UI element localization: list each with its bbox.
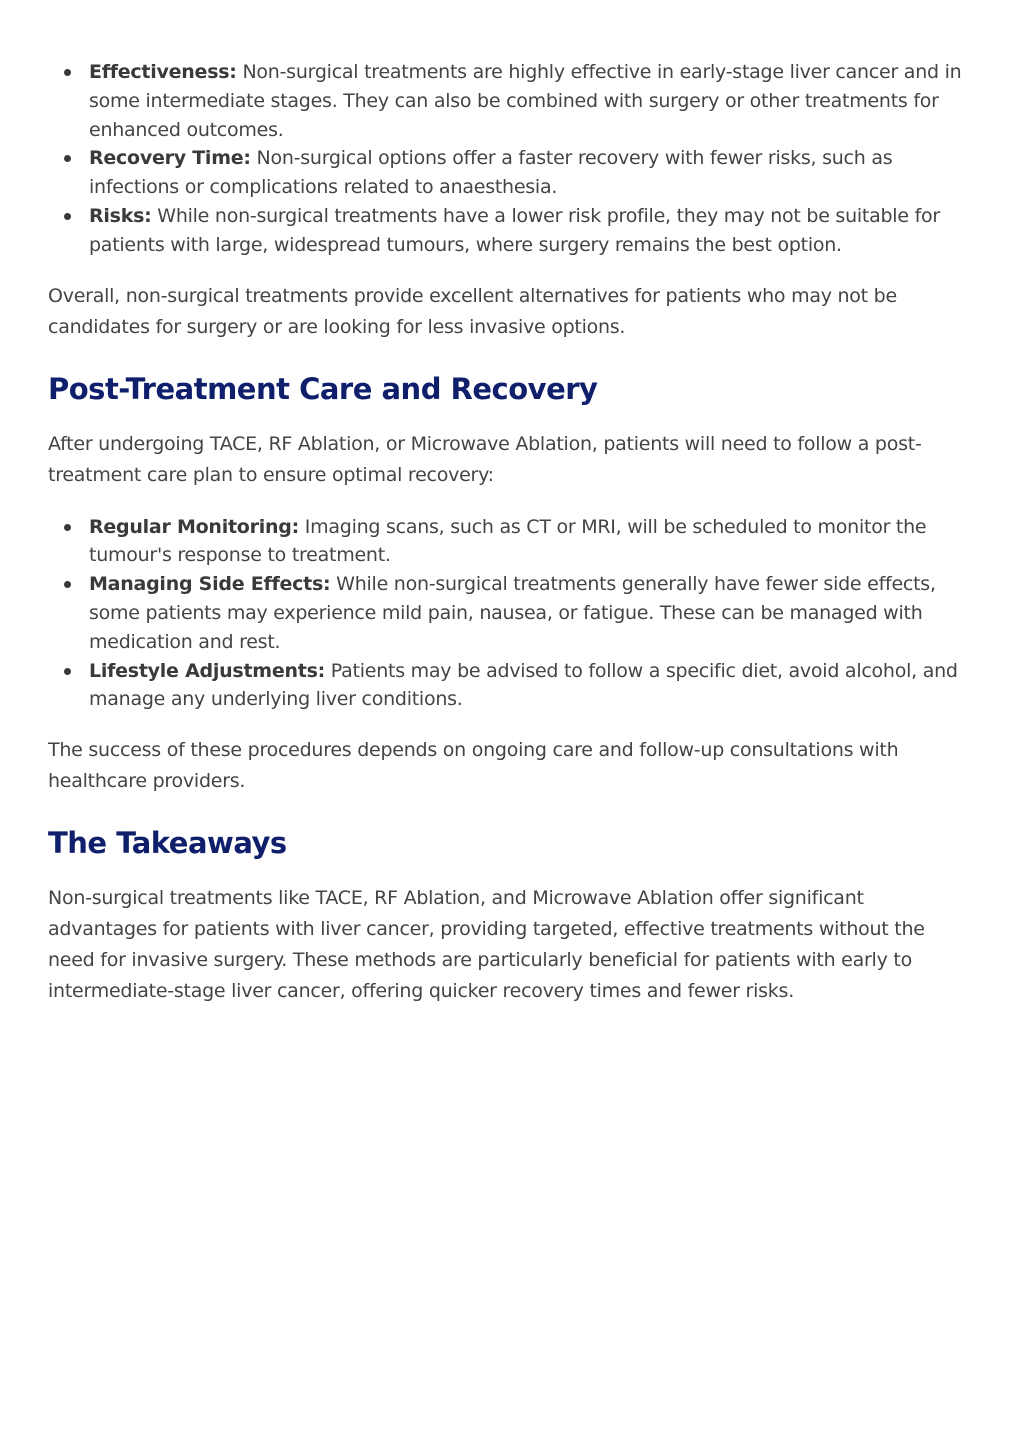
comparison-bullet-list: [48, 58, 976, 260]
bullet-term: Lifestyle Adjustments:: [89, 659, 325, 682]
post-treatment-intro-paragraph: After undergoing TACE, RF Ablation, or Microwave Ablation, patients will need to follow a post-treatment care plan to ensure optimal recovery:: [48, 432, 922, 486]
list-item-effectiveness: [48, 58, 976, 144]
bullet-icon: [64, 155, 71, 162]
bullet-text: Imaging scans, such as CT or MRI, will be scheduled to monitor the tumour's response to treatment.: [89, 515, 927, 567]
bullet-term: Recovery Time:: [89, 147, 251, 170]
list-item-risks: [48, 202, 976, 260]
takeaways-paragraph: Non-surgical treatments like TACE, RF Ablation, and Microwave Ablation offer significant advantages for patients with liver cancer, providing targeted, effective treatments without the need for invasive surgery. These methods are particularly beneficial for patients with early to intermediate-stage liver cancer, offering quicker recovery times and fewer risks.: [48, 887, 925, 1003]
bullet-icon: [64, 524, 71, 531]
bullet-icon: [64, 213, 71, 220]
list-item-lifestyle-adjustments: [48, 657, 976, 715]
bullet-text: Non-surgical options offer a faster recovery with fewer risks, such as infections or complications related to anaesthesia.: [89, 147, 893, 199]
overall-summary-paragraph: Overall, non-surgical treatments provide excellent alternatives for patients who may not be candidates for surgery or are looking for less invasive options.: [48, 284, 897, 338]
bullet-term: Risks:: [89, 204, 152, 227]
list-item-recovery-time: [48, 144, 976, 202]
list-item-managing-side-effects: [48, 570, 976, 656]
bullet-icon: [64, 581, 71, 588]
list-item-regular-monitoring: [48, 513, 976, 571]
bullet-term: Managing Side Effects:: [89, 573, 331, 596]
bullet-text: Patients may be advised to follow a specific diet, avoid alcohol, and manage any underlying liver conditions.: [89, 659, 958, 711]
bullet-text: Non-surgical treatments are highly effective in early-stage liver cancer and in some intermediate stages. They can also be combined with surgery or other treatments for enhanced outcomes.: [89, 61, 962, 141]
post-treatment-heading: Post-Treatment Care and Recovery: [48, 371, 598, 406]
post-treatment-bullet-list: [48, 513, 976, 715]
bullet-term: Effectiveness:: [89, 61, 237, 83]
bullet-text: While non-surgical treatments have a lower risk profile, they may not be suitable for patients with large, widespread tumours, where surgery remains the best option.: [89, 204, 940, 256]
takeaways-heading: The Takeaways: [48, 826, 287, 861]
post-treatment-summary-paragraph: The success of these procedures depends on ongoing care and follow-up consultations with healthcare providers.: [48, 739, 899, 793]
bullet-term: Regular Monitoring:: [89, 515, 299, 538]
bullet-icon: [64, 69, 71, 76]
bullet-text: While non-surgical treatments generally have fewer side effects, some patients may experience mild pain, nausea, or fatigue. These can be managed with medication and rest.: [89, 573, 936, 653]
bullet-icon: [64, 668, 71, 675]
